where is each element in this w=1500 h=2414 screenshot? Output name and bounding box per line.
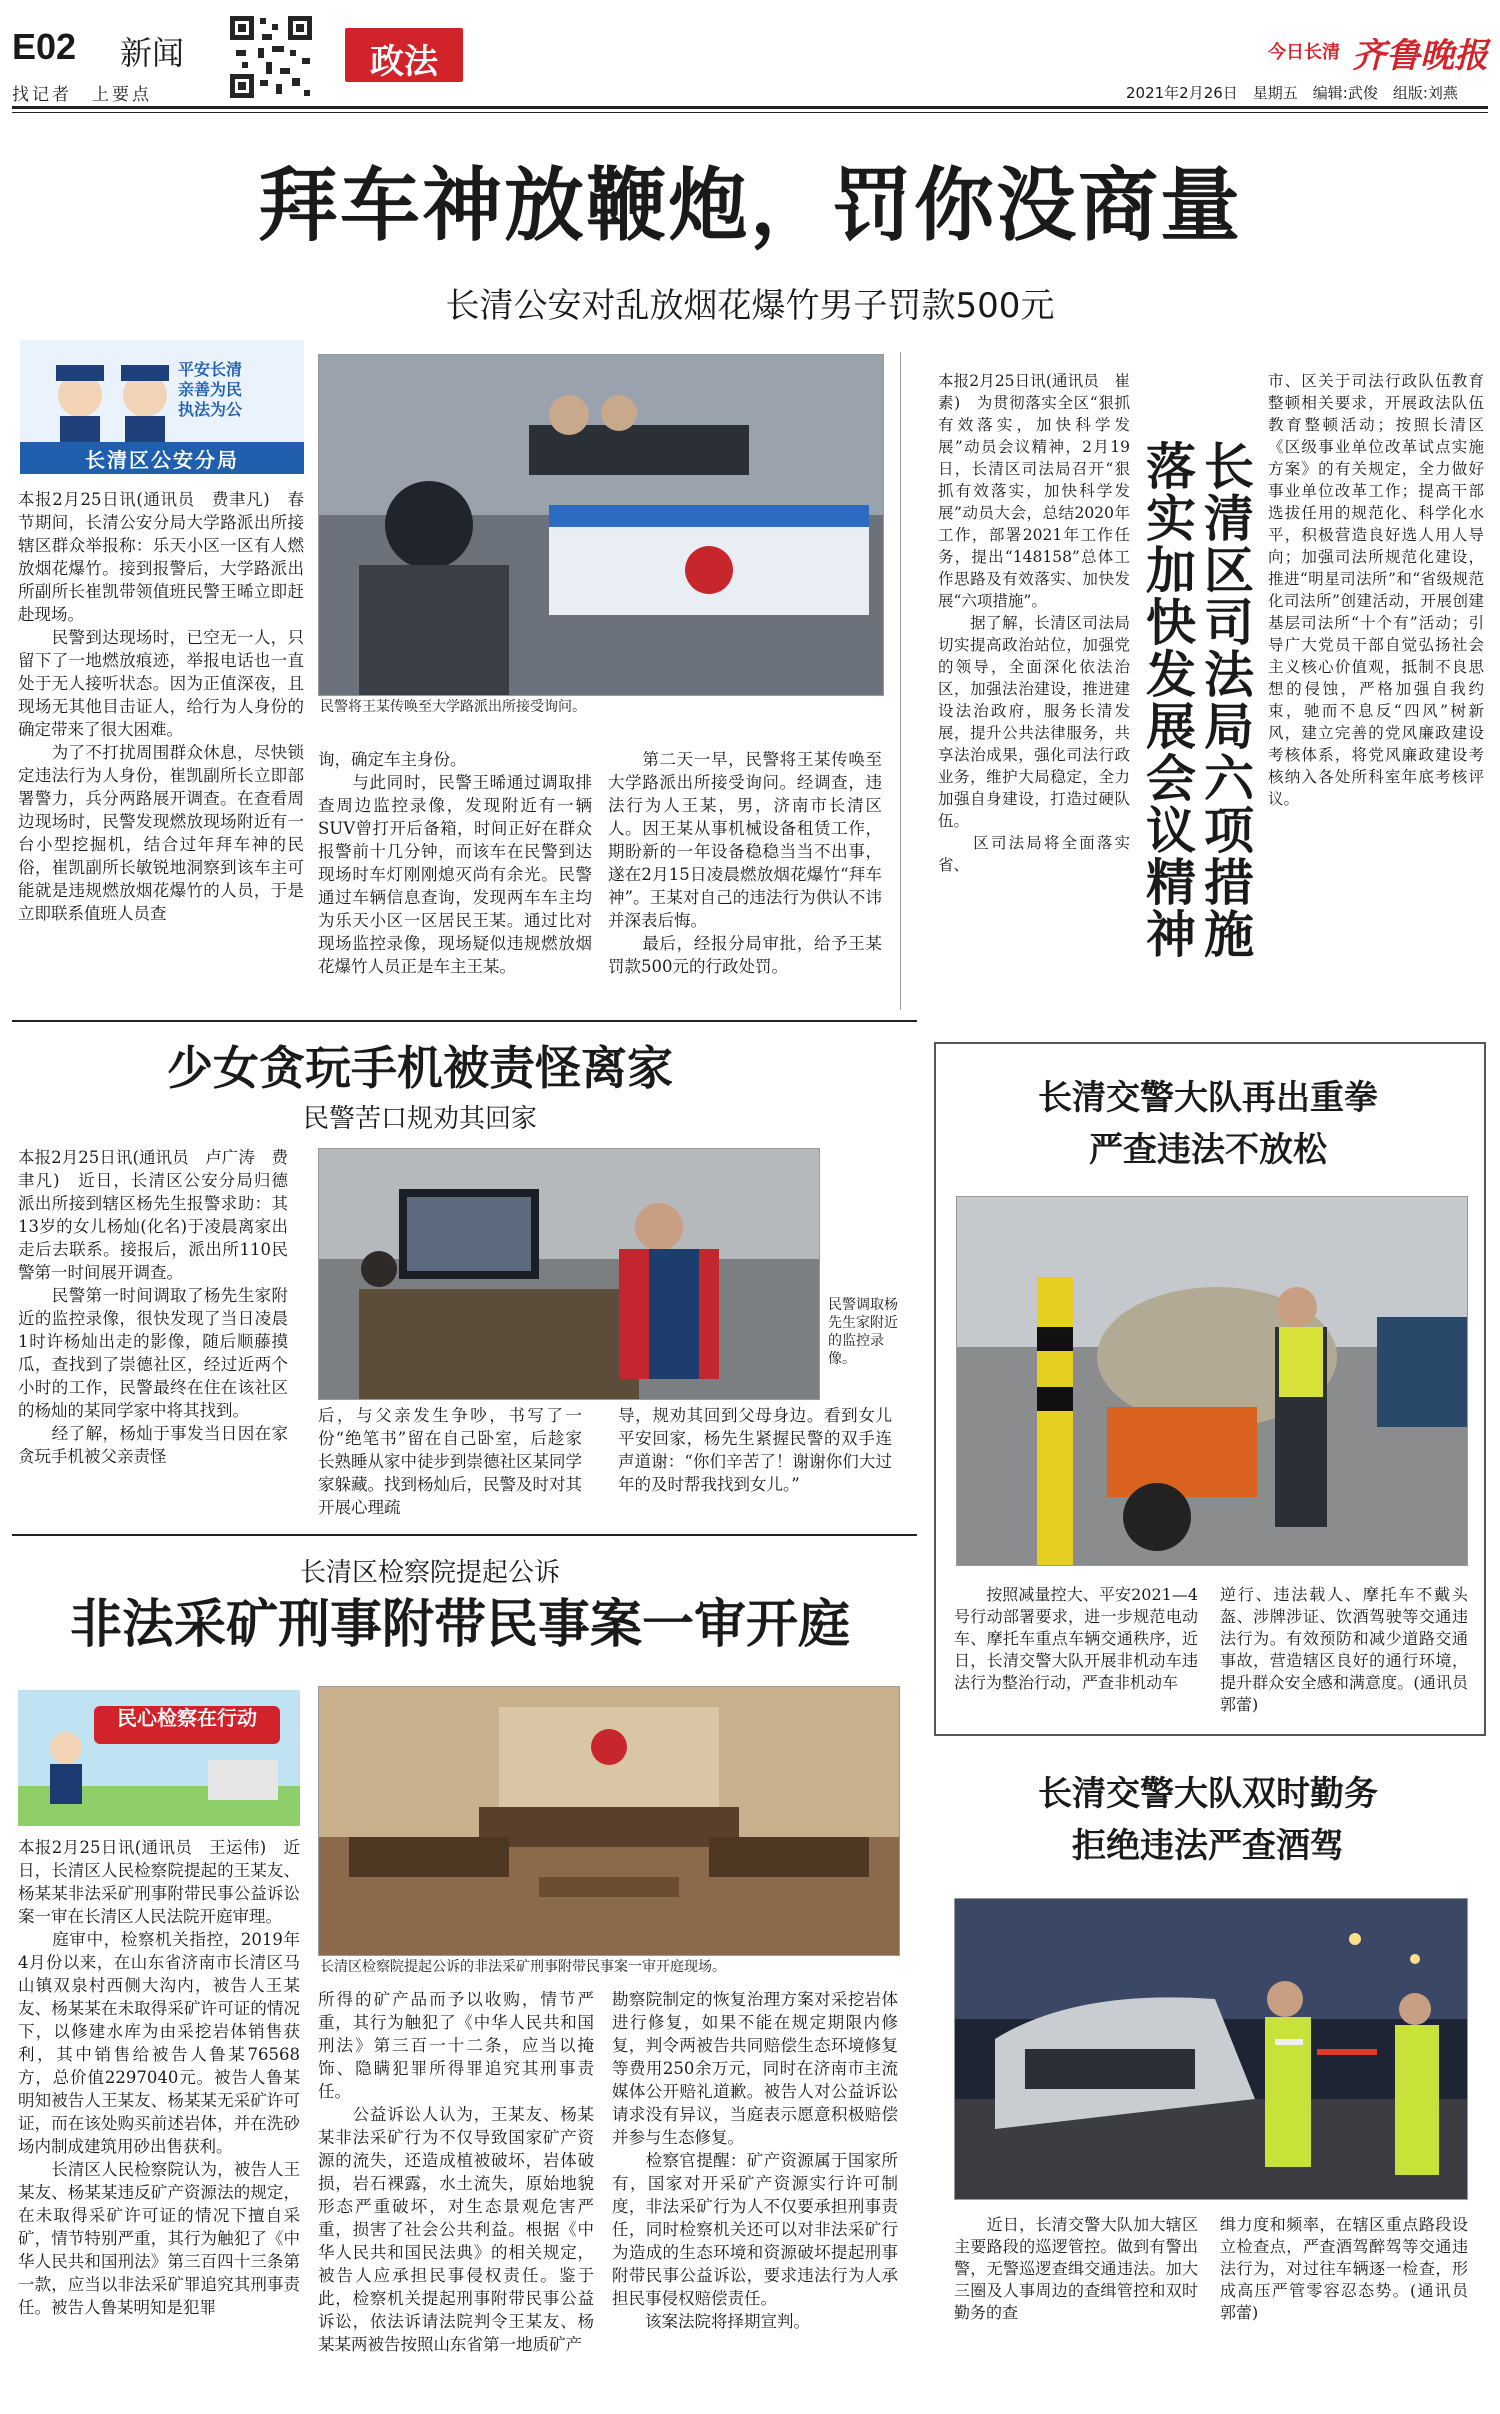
story3-photo-caption: 民警调取杨先生家附近的监控录像。 <box>828 1297 898 1367</box>
procuratorate-logo-label: 民心检察在行动 <box>117 1706 257 1730</box>
story1-body-col2: 询，确定车主身份。 与此同时，民警王晞通过调取排查周边监控录像，发现附近有一辆SUV曾打开后备箱，时间正好在群众报警前十几分钟，而该车在民警到达现场时车灯刚刚熄灭尚有余光。民警通过车辆信息查询，发现两车车主均为乐天小区一区居民王某。通过比对现场监控录像，现场疑似违规燃放烟花爆竹人员正是车主王某。 <box>318 750 592 976</box>
story5-photo <box>956 1196 1468 1566</box>
story3-body-col1: 本报2月25日讯(通讯员 卢广涛 费聿凡) 近日，长清区公安分局归德派出所接到辖区杨先生报警求助：其13岁的女儿杨灿(化名)于凌晨离家出走后去联系。接报后，派出所110民警第一时间展开调查。 民警第一时间调取了杨先生家附近的监控录像，很快发现了当日凌晨1时许杨灿出走的影像，随后顺藤摸瓜，查找到了崇德社区，经过近两个小时的工作，民警最终在住在该社区的杨灿的某同学家中将其找到。 经了解，杨灿于事发当日因在家贪玩手机被父亲责怪 <box>18 1148 288 1466</box>
police-logo-slogan: 平安长清 亲善为民 执法为公 <box>178 360 243 419</box>
story3-photo <box>318 1148 820 1400</box>
story1-subtitle: 长清公安对乱放烟花爆竹男子罚款500元 <box>445 286 1055 326</box>
story5-body-col2: 逆行、违法载人、摩托车不戴头盔、涉牌涉证、饮酒驾驶等交通违法行为。有效预防和减少道路交通事故，营造辖区良好的通行环境，提升群众安全感和满意度。(通讯员 郭蕾) <box>1220 1585 1485 1714</box>
story3-body-col2: 后，与父亲发生争吵，书写了一份“绝笔书”留在自己卧室，后趁家长熟睡从家中徒步到崇德社区某同学家躲藏。找到杨灿后，民警及时对其开展心理疏 <box>318 1406 582 1517</box>
section-name: 新闻 <box>120 34 185 72</box>
story5-body-col1: 按照减量控大、平安2021—4号行动部署要求，进一步规范电动车、摩托车重点车辆交通秩序，近日，长清交警大队开展非机动车违法行为整治行动，严查非机动车 <box>954 1585 1198 1692</box>
story6-body-col1: 近日，长清交警大队加大辖区主要路段的巡逻管控。做到有警出警，无警巡逻查缉交通违法。加大三圈及人事周边的查缉管控和双时勤务的查 <box>954 2215 1198 2322</box>
story6-body-col2: 缉力度和频率，在辖区重点路段设立检查点，严查酒驾醉驾等交通违法行为，对过往车辆逐一检查，形成高压严管零容忍态势。(通讯员 郭蕾) <box>1220 2215 1485 2322</box>
story1-body-col3: 第二天一早，民警将王某传唤至大学路派出所接受询问。经调查，违法行为人王某，男，济南市长清区人。因王某从事机械设备租赁工作，期盼新的一年设备稳稳当当不出事，遂在2月15日凌晨燃放烟花爆竹“拜车神”。王某对自己的违法行为供认不讳并深表后悔。 最后，经报分局审批，给予王某罚款500元的行政处罚。 <box>608 750 882 976</box>
date-line: 2021年2月26日 星期五 编辑:武俊 组版:刘燕 <box>1126 84 1458 102</box>
section-rule <box>12 1020 917 1022</box>
story4-body-col3: 勘察院制定的恢复治理方案对采挖岩体进行修复，如果不能在规定期限内修复，判令两被告共同赔偿生态环境修复等费用250余万元，同时在济南市主流媒体公开赔礼道歉。被告人对公益诉讼请求没有异议，当庭表示愿意积极赔偿并参与生态修复。 检察官提醒：矿产资源属于国家所有，国家对开采矿产资源实行许可制度，非法采矿行为人不仅要承担刑事责任，同时检察机关还可以对非法采矿行为造成的生态环境和资源破坏提起刑事附带民事公益诉讼，要求违法行为人承担民事侵权赔偿责任。 该案法院将择期宣判。 <box>612 1990 898 2331</box>
story2-headline: 长清区司法局六项措施 落实加快发展会议精神 <box>1138 440 1255 960</box>
story4-body-col2: 所得的矿产品而予以收购，情节严重，其行为触犯了《中华人民共和国刑法》第三百一十二条，应当以掩饰、隐瞒犯罪所得罪追究其刑事责任。 公益诉讼人认为，王某友、杨某某非法采矿行为不仅导致国家矿产资源的流失，还造成植被破坏，岩体破损，岩石裸露，水土流失，原始地貌形态严重破坏，对生态景观危害严重，损害了社会公共利益。根据《中华人民共和国民法典》的相关规定，被告人应承担民事侵权责任。鉴于此，检察机关提起刑事附带民事公益诉讼，依法诉请法院判令王某友、杨某某两被告按照山东省第一地质矿产 <box>318 1990 594 2354</box>
story4-photo <box>318 1686 900 1956</box>
brand-logo: 齐鲁晚报 <box>1352 36 1488 76</box>
story1-headline: 拜车神放鞭炮，罚你没商量 <box>258 158 1242 252</box>
story2-body-col1: 本报2月25日讯(通讯员 崔素) 为贯彻落实全区“狠抓有效落实，加快科学发展”动员会议精神，2月19日，长清区司法局召开“狠抓有效落实，加快科学发展”动员大会，总结2020年工作，部署2021年工作任务，提出“148158”总体工作思路及有效落实、加快发展“六项措施”。 据了解，长清区司法局切实提高政治站位，加强党的领导，全面深化依法治区，加强法治建设，推进建设法治政府，服务长清发展，提升公共法律服务，共享法治成果，强化司法行政业务，维护大局稳定，全力加强自身建设，打造过硬队伍。 区司法局将全面落实省、 <box>938 372 1130 874</box>
story2-body-col2: 市、区关于司法行政队伍教育整顿相关要求，开展政法队伍教育整顿活动；按照长清区《区级事业单位改革试点实施方案》的有关规定，全力做好事业单位改革工作；提高干部选拔任用的规范化、科学化水平，积极营造良好选人用人导向；加强司法所规范化建设，推进“明星司法所”和“省级规范化司法所”创建活动，开展创建基层司法所“十个有”活动；引导广大党员干部自觉弘扬社会主义核心价值观，抵制不良思想的侵蚀，严格加强自我约束，驰而不息反“四风”树新风，建立完善的党风廉政建设考核体系，将党风廉政建设考核纳入各处所科室年底考核评议。 <box>1268 372 1484 808</box>
story4-headline: 非法采矿刑事附带民事案一审开庭 <box>69 1594 850 1655</box>
masthead-rule <box>12 106 1488 109</box>
story3-body-col3: 导，规劝其回到父母身边。看到女儿平安回家，杨先生紧握民警的双手连声道谢：“你们辛苦了！谢谢你们大过年的及时帮我找到女儿。” <box>618 1406 892 1494</box>
column-rule <box>900 352 901 1010</box>
story5-headline: 长清交警大队再出重拳 严查违法不放松 <box>1038 1078 1378 1170</box>
police-logo-label: 长清区公安分局 <box>85 448 239 472</box>
story1-body-col1: 本报2月25日讯(通讯员 费聿凡) 春节期间，长清公安分局大学路派出所接辖区群众举报称：乐天小区一区有人燃放烟花爆竹。接到报警后，大学路派出所副所长崔凯带领值班民警王晞立即赶赴现场。 民警到达现场时，已空无一人，只留下了一地燃放痕迹，举报电话也一直处于无人接听状态。因为正值深夜，且现场无其他目击证人，给行为人身份的确定带来了很大困难。 为了不打扰周围群众休息，尽快锁定违法行为人身份，崔凯副所长立即部署警力，兵分两路展开调查。在查看周边现场时，民警发现燃放现场附近有一台小型挖掘机，结合过年拜车神的民俗，崔凯副所长敏锐地洞察到该车主可能就是违规燃放烟花爆竹的人员，于是立即联系值班人员查 <box>18 490 304 923</box>
section-rule <box>12 1534 917 1536</box>
masthead-slogan: 找记者 上要点 <box>12 85 152 105</box>
qr-code-icon <box>228 14 314 100</box>
story4-photo-caption: 长清区检察院提起公诉的非法采矿刑事附带民事案一审开庭现场。 <box>320 1959 726 1975</box>
story4-kicker: 长清区检察院提起公诉 <box>299 1558 560 1588</box>
story3-headline: 少女贪玩手机被责怪离家 <box>167 1041 673 1095</box>
story1-photo <box>318 354 884 696</box>
story1-photo-caption: 民警将王某传唤至大学路派出所接受询问。 <box>320 699 586 715</box>
section-tag-label: 政法 <box>370 42 438 82</box>
story4-body-col1: 本报2月25日讯(通讯员 王运伟) 近日，长清区人民检察院提起的王某友、杨某某非法采矿刑事附带民事公益诉讼案一审在长清区人民法院开庭审理。 庭审中，检察机关指控，2019年4月份以来，在山东省济南市长清区马山镇双泉村西侧大沟内，被告人王某友、杨某某在未取得采矿许可证的情况下，以修建水库为由采挖岩体销售获利，其中销售给被告人鲁某76568方，总价值2297040元。被告人鲁某明知被告人王某友、杨某某无采矿许可证，而在该处购买前述岩体，并在洗砂场内制成建筑用砂出售获利。 长清区人民检察院认为，被告人王某友、杨某某违反矿产资源法的规定，在未取得采矿许可证的情况下擅自采矿，情节特别严重，其行为触犯了《中华人民共和国刑法》第三百四十三条第一款，应当以非法采矿罪追究其刑事责任。被告人鲁某明知是犯罪 <box>18 1838 300 2317</box>
masthead-rule-thin <box>12 112 1488 113</box>
story6-headline: 长清交警大队双时勤务 拒绝违法严查酒驾 <box>1038 1774 1378 1866</box>
story3-subtitle: 民警苦口规劝其回家 <box>302 1104 537 1134</box>
brand-small: 今日长清 <box>1268 42 1340 63</box>
story6-photo <box>954 1898 1468 2200</box>
page-number: E02 <box>12 26 77 67</box>
